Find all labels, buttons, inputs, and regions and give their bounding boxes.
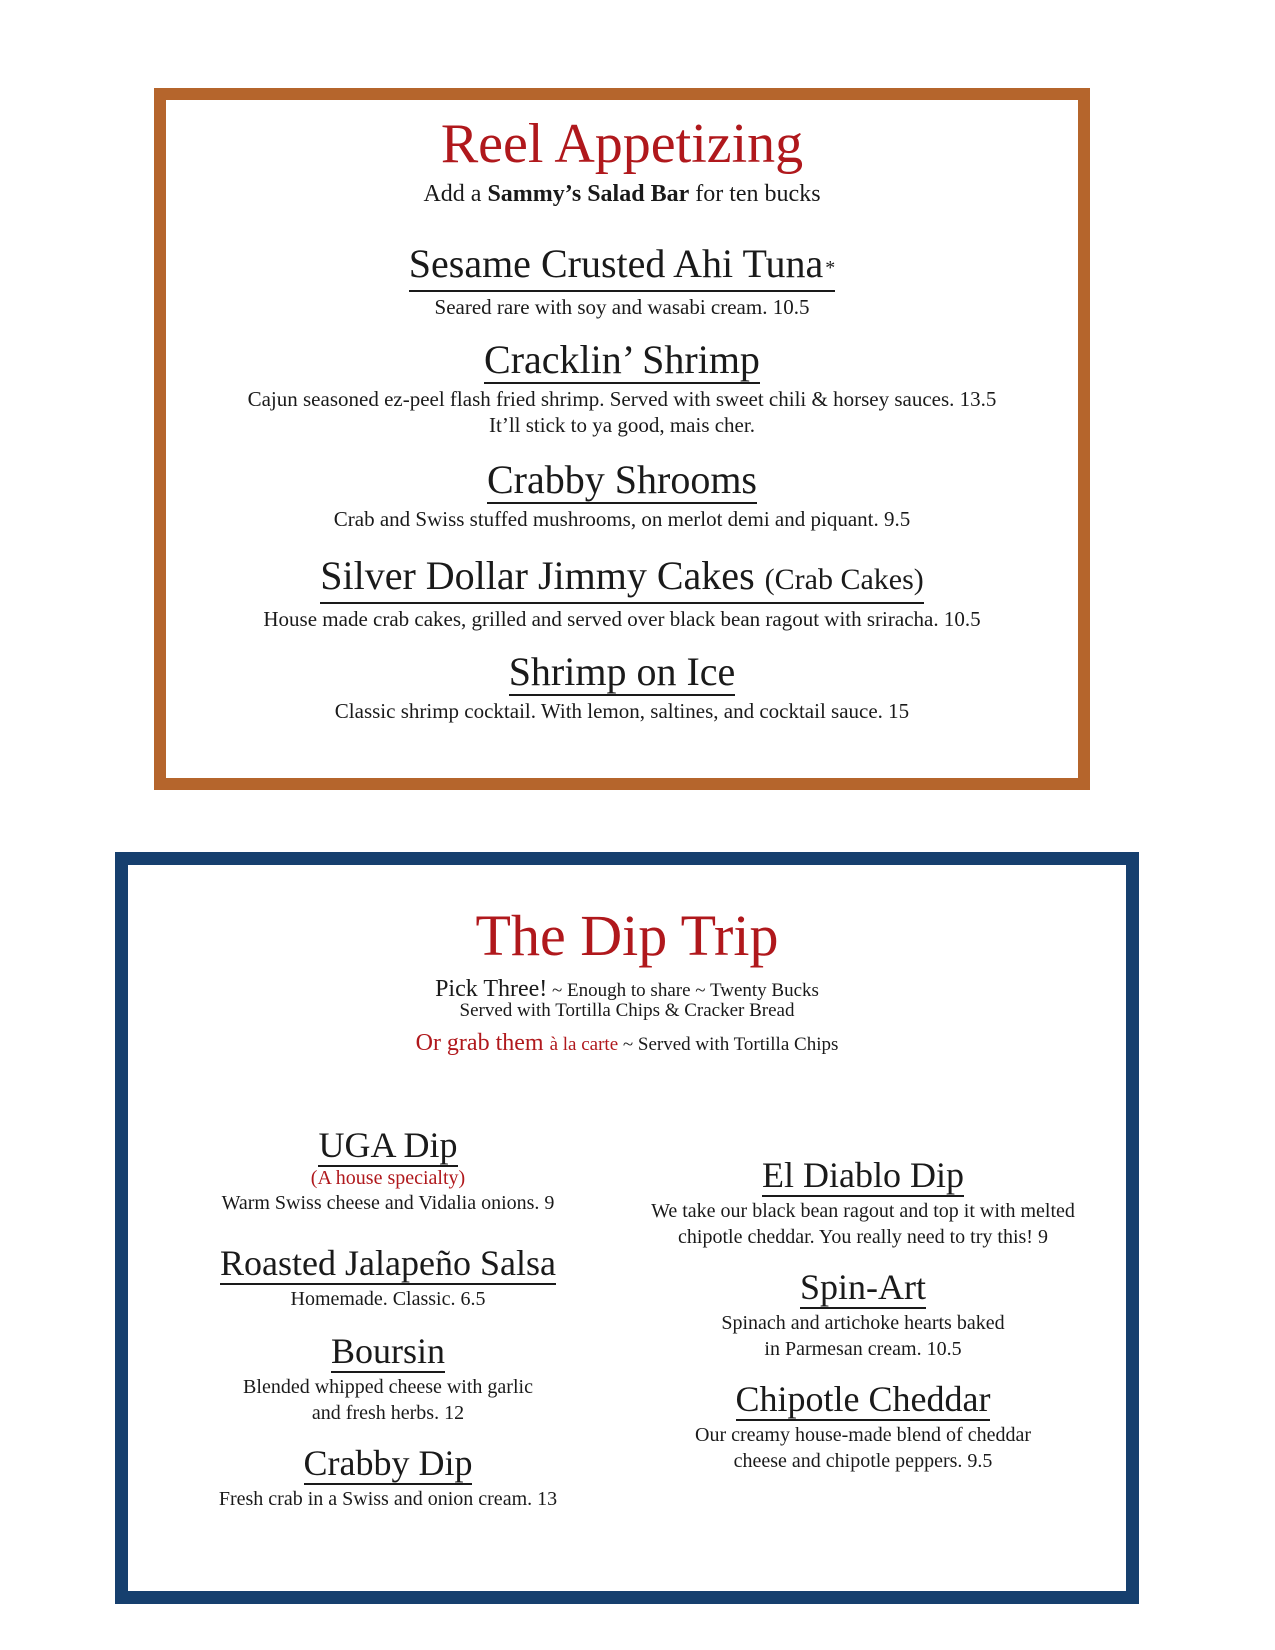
item-description: Our creamy house-made blend of cheddar [695, 1424, 1031, 1446]
item-name-extra: (Crab Cakes) [764, 563, 924, 596]
item-description-cont: and fresh herbs. 12 [311, 1402, 465, 1424]
item-description: Seared rare with soy and wasabi cream. 10.5 [434, 294, 810, 319]
item-name: El Diablo Dip [762, 1155, 964, 1195]
item-name: Crabby Dip [303, 1443, 473, 1483]
dip-right-column [618, 865, 1108, 1605]
reel-appetizing-section [154, 88, 1090, 790]
alacarte-red-small: à la carte [549, 1034, 619, 1055]
menu-item [166, 458, 1078, 532]
asterisk-mark: * [825, 256, 836, 279]
dip-trip-section [115, 852, 1139, 1604]
menu-item [618, 1155, 1108, 1249]
section-title: The Dip Trip [475, 903, 779, 968]
item-description: Spinach and artichoke hearts baked [721, 1312, 1005, 1334]
item-name: Crabby Shrooms [487, 457, 757, 502]
offer-mid: ~ Enough to share ~ [547, 980, 710, 1001]
item-name: Boursin [330, 1331, 445, 1371]
item-name: Roasted Jalapeño Salsa [220, 1243, 556, 1283]
item-name: UGA Dip [318, 1125, 458, 1165]
offer-bold: Pick Three! [435, 976, 548, 1002]
item-description: Homemade. Classic. 6.5 [290, 1288, 486, 1310]
menu-item [618, 1379, 1108, 1473]
menu-item [166, 650, 1078, 724]
item-description-cont: in Parmesan cream. 10.5 [764, 1338, 962, 1360]
item-description: Fresh crab in a Swiss and onion cream. 13 [218, 1488, 558, 1510]
subtitle-text: Add a [423, 181, 488, 207]
menu-item [166, 554, 1078, 632]
alacarte-red: Or grab them [415, 1030, 550, 1056]
offer-price: Twenty Bucks [709, 980, 819, 1001]
menu-item [166, 338, 1078, 438]
menu-item [166, 242, 1078, 320]
subtitle-text-end: for ten bucks [689, 181, 821, 207]
item-description: We take our black bean ragout and top it with melted [651, 1200, 1075, 1222]
item-name: Spin-Art [800, 1267, 926, 1307]
dip-left-column [168, 865, 608, 1605]
menu-item [168, 1125, 608, 1215]
item-name: Sesame Crusted Ahi Tuna * [409, 242, 835, 292]
house-specialty-note: (A house specialty) [310, 1167, 466, 1189]
menu-item [618, 1267, 1108, 1361]
item-description: Crab and Swiss stuffed mushrooms, on merlot demi and piquant. 9.5 [333, 507, 911, 531]
subtitle-bold: Sammy’s Salad Bar [487, 181, 690, 207]
menu-item [168, 1331, 608, 1425]
item-name: Chipotle Cheddar [735, 1379, 991, 1419]
item-description: Cajun seasoned ez-peel flash fried shrimp. Served with sweet chili & horsey sauces. 13.5 [247, 387, 997, 411]
section-title: Reel Appetizing [440, 113, 804, 175]
menu-item [168, 1443, 608, 1511]
item-description: House made crab cakes, grilled and served over black bean ragout with sriracha. 10.5 [263, 607, 981, 631]
item-description-note: It’ll stick to ya good, mais cher. [489, 413, 755, 437]
section-subtitle [166, 180, 1078, 208]
item-description-cont: cheese and chipotle peppers. 9.5 [733, 1450, 993, 1472]
item-name: Cracklin’ Shrimp [484, 337, 760, 382]
item-name: Silver Dollar Jimmy Cakes (Crab Cakes) [320, 554, 924, 604]
item-description: Classic shrimp cocktail. With lemon, saltines, and cocktail sauce. 15 [334, 699, 910, 723]
item-description: Blended whipped cheese with garlic [243, 1376, 533, 1398]
menu-item [168, 1243, 608, 1311]
alacarte-served: ~ Served with Tortilla Chips [618, 1034, 839, 1055]
item-name: Shrimp on Ice [508, 649, 736, 694]
dip-served-line: Served with Tortilla Chips & Cracker Bread [459, 1000, 795, 1021]
item-description-cont: chipotle cheddar. You really need to try this! 9 [678, 1226, 1048, 1248]
item-description: Warm Swiss cheese and Vidalia onions. 9 [221, 1192, 555, 1214]
